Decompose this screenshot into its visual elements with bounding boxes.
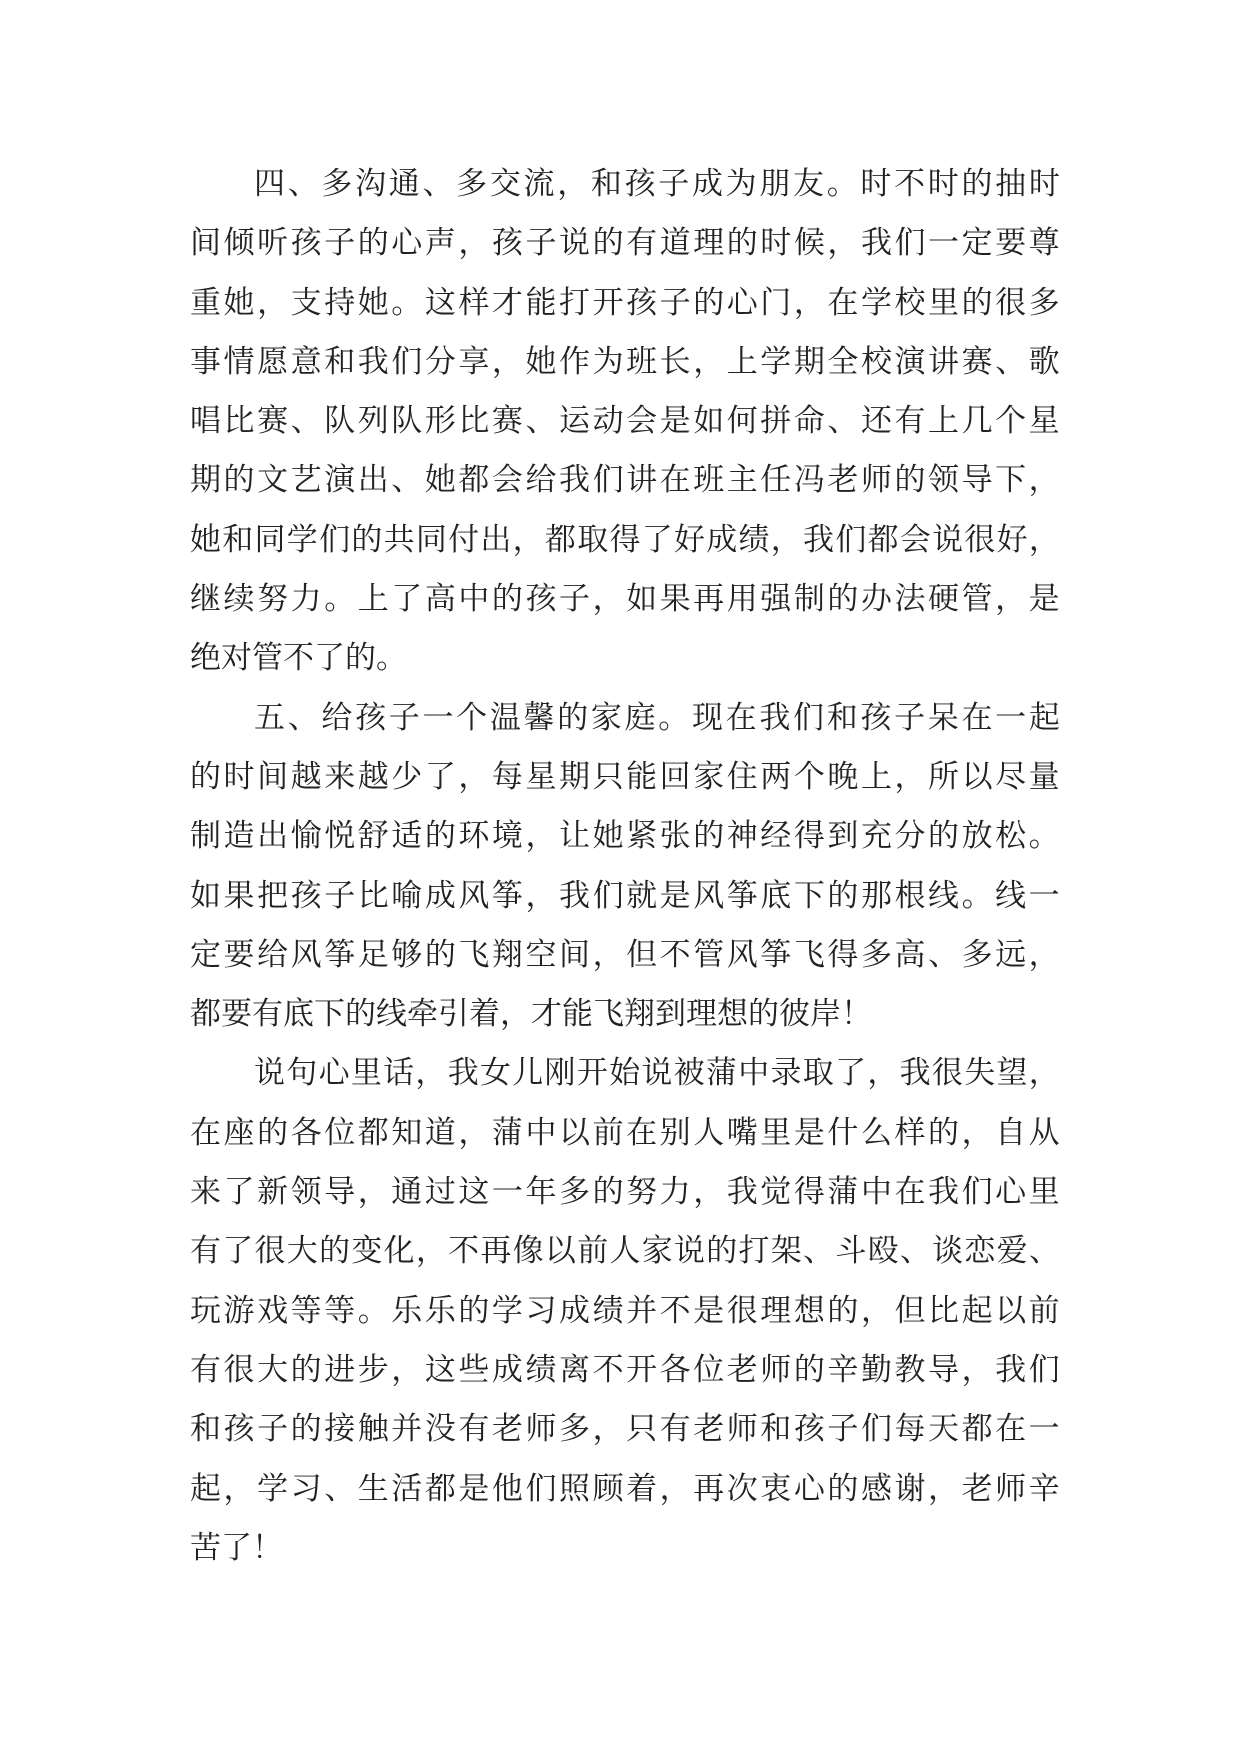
paragraph-line: 如 果 把 孩 子 比 喻 成 风 筝 ， 我 们 就 是 风 筝 底 下 的 那 根 线 。 线 一 (190, 877, 1060, 914)
paragraph-line: 唱 比 赛 、 队 列 队 形 比 赛 、 运 动 会 是 如 何 拼 命 、 还 有 上 几 个 星 (190, 403, 1060, 440)
paragraph-line: 制 造 出 愉 悦 舒 适 的 环 境 ， 让 她 紧 张 的 神 经 得 到 充 分 的 放 松 。 (190, 818, 1060, 855)
paragraph-line: 重 她 ， 支 持 她 。 这 样 才 能 打 开 孩 子 的 心 门 ， 在 学 校 里 的 很 多 (190, 284, 1060, 321)
paragraph-line: 期 的 文 艺 演 出 、 她 都 会 给 我 们 讲 在 班 主 任 冯 老 师 的 领 导 下 ， (190, 462, 1060, 499)
paragraph-line: 都要有底下的线牵引着，才能飞翔到理想的彼岸！ (190, 996, 872, 1033)
paragraph-line: 玩 游 戏 等 等 。 乐 乐 的 学 习 成 绩 并 不 是 很 理 想 的 ， 但 比 起 以 前 (190, 1292, 1060, 1329)
paragraph-line: 继 续 努 力 。 上 了 高 中 的 孩 子 ， 如 果 再 用 强 制 的 办 法 硬 管 ， 是 (190, 581, 1060, 618)
paragraph-line: 定 要 给 风 筝 足 够 的 飞 翔 空 间 ， 但 不 管 风 筝 飞 得 多 高 、 多 远 ， (190, 936, 1060, 973)
paragraph-line: 事 情 愿 意 和 我 们 分 享 ， 她 作 为 班 长 ， 上 学 期 全 校 演 讲 赛 、 歌 (190, 343, 1060, 380)
paragraph-line: 起 ， 学 习 、 生 活 都 是 他 们 照 顾 着 ， 再 次 衷 心 的 感 谢 ， 老 师 辛 (190, 1470, 1060, 1507)
paragraph-line: 有 很 大 的 进 步 ， 这 些 成 绩 离 不 开 各 位 老 师 的 辛 勤 教 导 ， 我 们 (190, 1351, 1060, 1388)
paragraph-closing-thanks (190, 1044, 1060, 1578)
paragraph-line: 四 、 多 沟 通 、 多 交 流 ， 和 孩 子 成 为 朋 友 。 时 不 时 的 抽 时 (254, 166, 1060, 202)
paragraph-line: 间 倾 听 孩 子 的 心 声 ， 孩 子 说 的 有 道 理 的 时 候 ， 我 们 一 定 要 尊 (190, 225, 1060, 262)
paragraph-line: 有 了 很 大 的 变 化 ， 不 再 像 以 前 人 家 说 的 打 架 、 斗 殴 、 谈 恋 爱 、 (190, 1233, 1060, 1270)
paragraph-line: 和 孩 子 的 接 触 并 没 有 老 师 多 ， 只 有 老 师 和 孩 子 们 每 天 都 在 一 (190, 1411, 1060, 1448)
paragraph-line: 绝对管不了的。 (190, 640, 407, 677)
paragraph-line: 来 了 新 领 导 ， 通 过 这 一 年 多 的 努 力 ， 我 觉 得 蒲 中 在 我 们 心 里 (190, 1174, 1060, 1211)
paragraph-line: 说 句 心 里 话 ， 我 女 儿 刚 开 始 说 被 蒲 中 录 取 了 ， 我 很 失 望 ， (254, 1055, 1060, 1092)
paragraph-line: 五 、 给 孩 子 一 个 温 馨 的 家 庭 。 现 在 我 们 和 孩 子 呆 在 一 起 (254, 699, 1060, 736)
paragraph-line: 苦了！ (190, 1529, 283, 1566)
paragraph-line: 在 座 的 各 位 都 知 道 ， 蒲 中 以 前 在 别 人 嘴 里 是 什 么 样 的 ， 自 从 (190, 1114, 1060, 1151)
paragraph-5-family (190, 689, 1060, 1045)
document-body (190, 155, 1060, 1578)
paragraph-line: 的 时 间 越 来 越 少 了 ， 每 星 期 只 能 回 家 住 两 个 晚 上 ， 所 以 尽 量 (190, 758, 1060, 795)
paragraph-line: 她 和 同 学 们 的 共 同 付 出 ， 都 取 得 了 好 成 绩 ， 我 们 都 会 说 很 好 ， (190, 521, 1060, 558)
paragraph-4-communication (190, 155, 1060, 689)
